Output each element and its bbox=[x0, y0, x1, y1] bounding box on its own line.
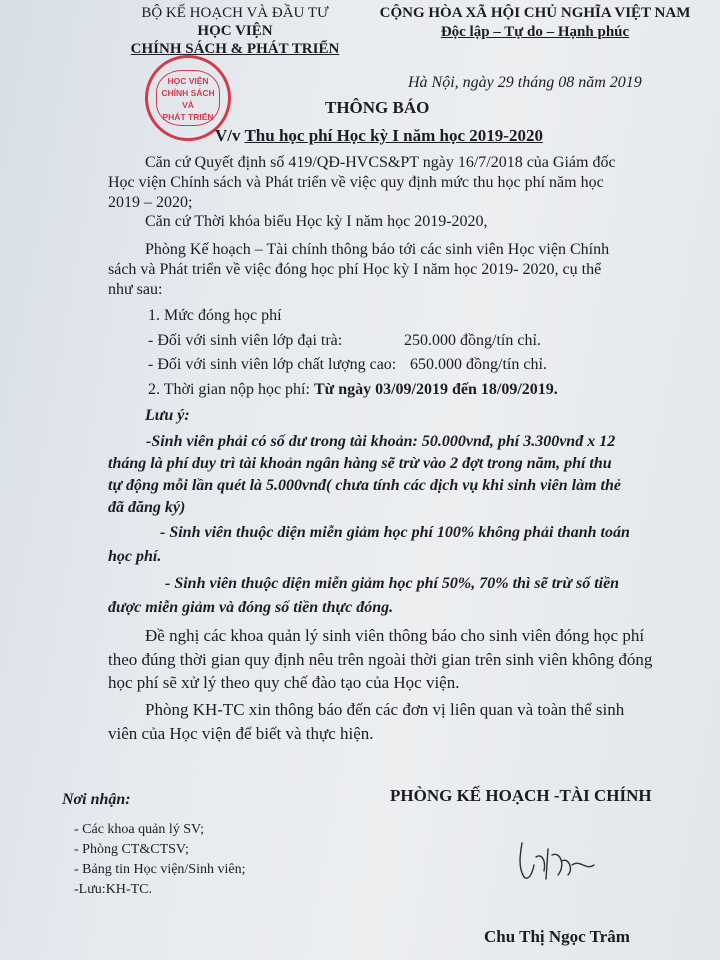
stamp-text-3: PHÁT TRIỂN bbox=[162, 112, 214, 122]
closing-line-2: viên của Học viện để biết và thực hiện. bbox=[108, 724, 374, 743]
academy-label: HỌC VIỆN bbox=[197, 23, 273, 39]
note-1-line-1: -Sinh viên phải có số dư trong tài khoản: 50.000vnđ, phí 3.300vnđ x 12 bbox=[146, 433, 616, 450]
country-name: CỘNG HÒA XÃ HỘI CHỦ NGHĨA VIỆT NAM bbox=[379, 5, 691, 21]
payment-deadline bbox=[148, 380, 558, 400]
recipient-item: - Các khoa quản lý SV; bbox=[74, 822, 204, 837]
academy-name: CHÍNH SÁCH & PHÁT TRIỂN bbox=[130, 41, 340, 57]
issuing-agency-header bbox=[95, 4, 375, 58]
signer-name: Chu Thị Ngọc Trâm bbox=[484, 927, 630, 946]
request-line-2: theo đúng thời gian quy định nêu trên ngoài thời gian trên sinh viên không đóng bbox=[108, 650, 653, 669]
basis-1-line-1: Căn cứ Quyết định số 419/QĐ-HVCS&PT ngày 16/7/2018 của Giám đốc bbox=[145, 154, 616, 171]
basis-1-line-2: Học viện Chính sách và Phát triển về việc quy định mức thu học phí năm học bbox=[108, 174, 604, 191]
handwritten-signature bbox=[502, 835, 612, 885]
subject-prefix: V/v bbox=[215, 126, 241, 145]
note-3-line-1: - Sinh viên thuộc diện miễn giảm học phí 50%, 70% thì sẽ trừ số tiền bbox=[165, 575, 620, 592]
note-2-line-2: học phí. bbox=[108, 548, 162, 565]
recipients-list bbox=[74, 820, 245, 900]
national-motto: Độc lập – Tự do – Hạnh phúc bbox=[440, 24, 630, 40]
intro-line-1: Phòng Kế hoạch – Tài chính thông báo tới các sinh viên Học viện Chính bbox=[145, 241, 610, 258]
request-line-3: học phí sẽ xử lý theo quy chế đào tạo của Học viện. bbox=[108, 673, 460, 692]
document-subject bbox=[215, 126, 543, 146]
recipient-item: - Bảng tin Học viện/Sinh viên; bbox=[74, 862, 246, 877]
recipient-item: - Phòng CT&CTSV; bbox=[74, 842, 189, 857]
ministry-name: BỘ KẾ HOẠCH VÀ ĐẦU TƯ bbox=[141, 5, 329, 21]
note-3-line-2: được miễn giảm và đóng số tiền thực đóng. bbox=[108, 599, 394, 616]
deadline-label: 2. Thời gian nộp học phí: bbox=[148, 381, 310, 398]
subject-text: Thu học phí Học kỳ I năm học 2019-2020 bbox=[244, 126, 543, 145]
intro-line-2: sách và Phát triển về việc đóng học phí Học kỳ I năm học 2019- 2020, cụ thể bbox=[108, 261, 602, 278]
issue-date: Hà Nội, ngày 29 tháng 08 năm 2019 bbox=[408, 74, 642, 91]
stamp-text-2: CHÍNH SÁCH VÀ bbox=[161, 88, 215, 110]
recipient-item: -Lưu:KH-TC. bbox=[74, 882, 152, 897]
fee-regular-label: - Đối với sinh viên lớp đại trà: bbox=[148, 332, 343, 349]
basis-2: Căn cứ Thời khóa biểu Học kỳ I năm học 2019-2020, bbox=[145, 213, 488, 230]
note-1-line-3: tự động mỗi lần quét là 5.000vnđ( chưa tính các dịch vụ khi sinh viên làm thẻ bbox=[108, 477, 621, 494]
intro-line-3: như sau: bbox=[108, 281, 163, 298]
recipients-heading: Nơi nhận: bbox=[62, 791, 131, 808]
fees-heading: 1. Mức đóng học phí bbox=[148, 307, 282, 324]
fee-high-quality-value: 650.000 đồng/tín chỉ. bbox=[410, 356, 547, 373]
signing-department: PHÒNG KẾ HOẠCH -TÀI CHÍNH bbox=[390, 786, 652, 805]
fee-high-quality-label: - Đối với sinh viên lớp chất lượng cao: bbox=[148, 356, 397, 373]
deadline-value: Từ ngày 03/09/2019 đến 18/09/2019. bbox=[313, 381, 558, 398]
note-1-line-4: đã đăng ký) bbox=[108, 499, 186, 516]
national-motto-header bbox=[360, 4, 710, 42]
notes-heading: Lưu ý: bbox=[145, 407, 190, 424]
basis-1-line-3: 2019 – 2020; bbox=[108, 194, 193, 211]
note-2-line-1: - Sinh viên thuộc diện miễn giảm học phí 100% không phải thanh toán bbox=[160, 524, 630, 541]
stamp-text-1: HỌC VIỆN bbox=[167, 76, 209, 86]
document-title: THÔNG BÁO bbox=[325, 98, 430, 117]
note-1-line-2: tháng là phí duy trì tài khoản ngân hàng sẽ trừ vào 2 đợt trong năm, phí thu bbox=[108, 455, 612, 472]
closing-line-1: Phòng KH-TC xin thông báo đến các đơn vị liên quan và toàn thể sinh bbox=[145, 700, 625, 719]
request-line-1: Đề nghị các khoa quản lý sinh viên thông báo cho sinh viên đóng học phí bbox=[145, 626, 645, 645]
fee-regular-value: 250.000 đồng/tín chỉ. bbox=[404, 332, 541, 349]
